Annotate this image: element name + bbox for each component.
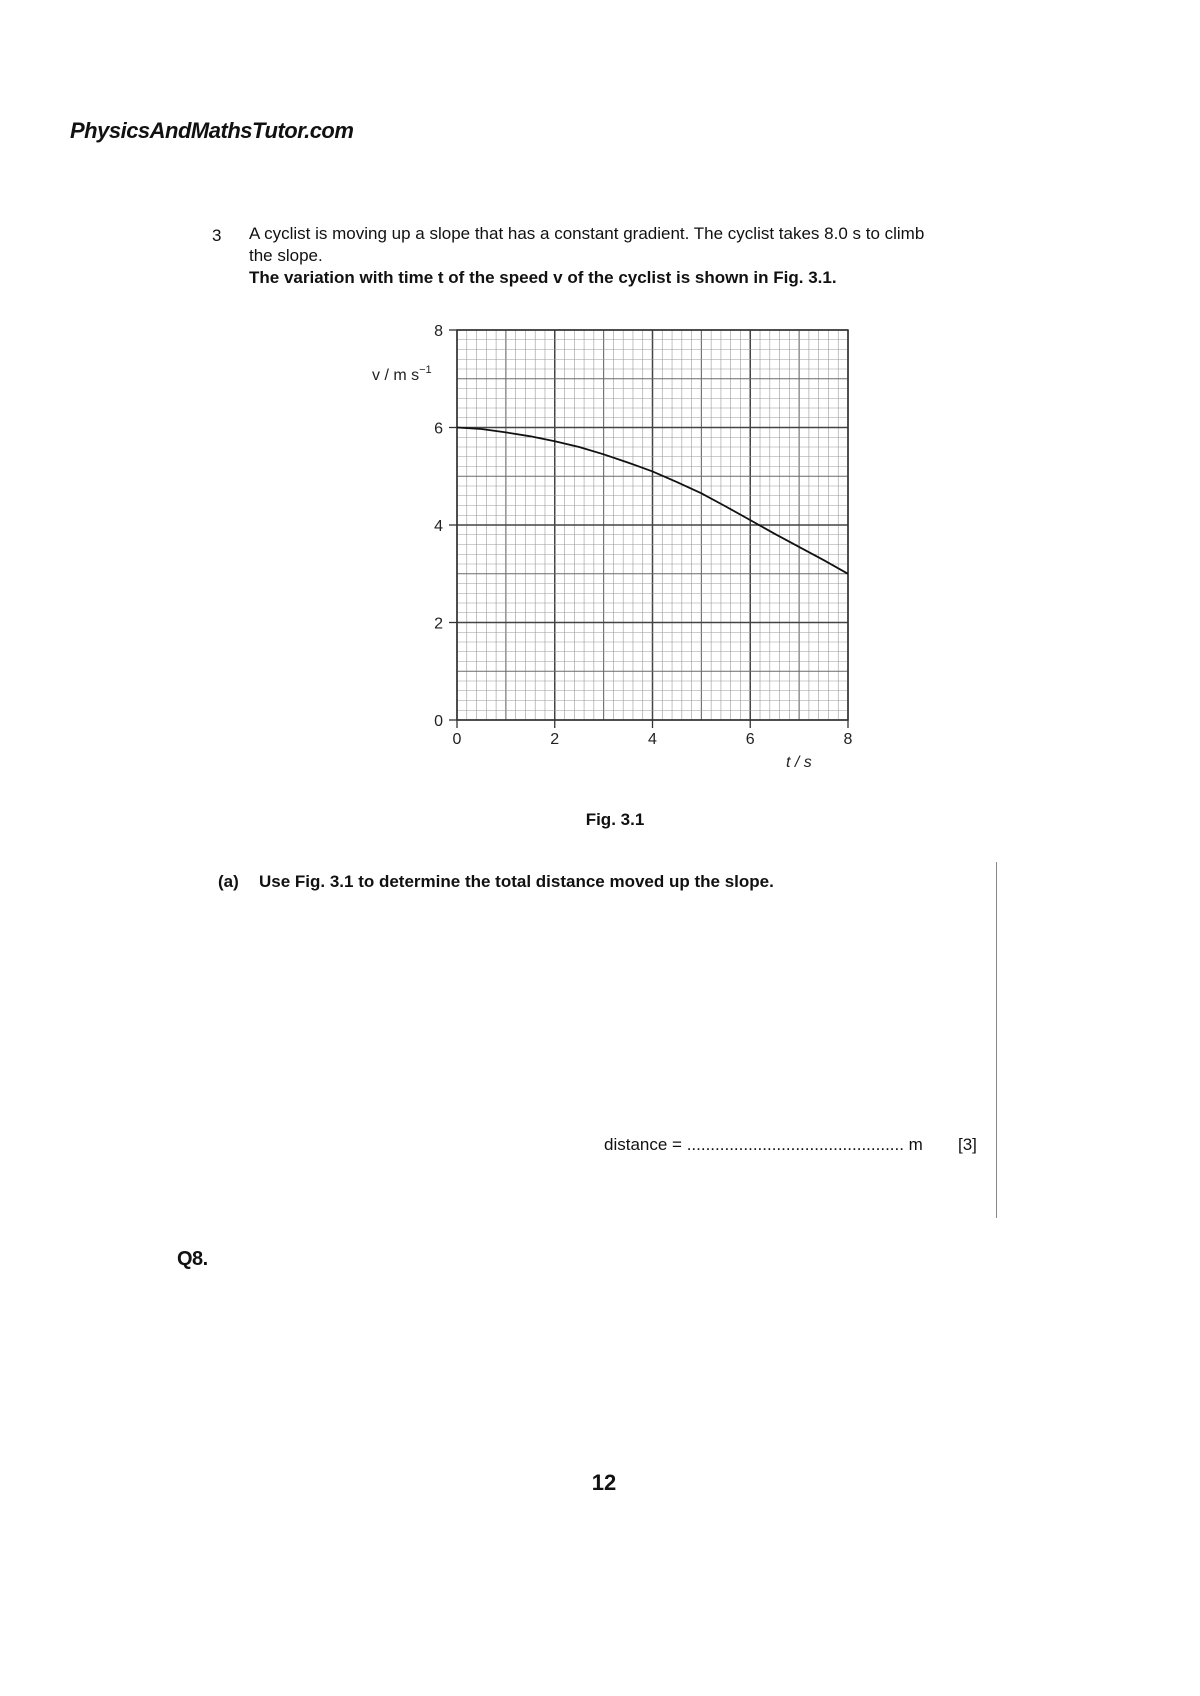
margin-rule — [996, 862, 997, 1218]
question-line-2: the slope. — [249, 246, 323, 265]
x-tick-label: 0 — [452, 731, 462, 748]
next-question-label: Q8. — [177, 1248, 208, 1270]
part-a-text: Use Fig. 3.1 to determine the total distance moved up the slope. — [259, 872, 774, 891]
page-number: 12 — [591, 1470, 617, 1495]
y-tick-label: 4 — [434, 518, 443, 535]
y-axis-label: v / m $s^{-1}$ — [372, 364, 432, 384]
x-tick-label: 8 — [843, 731, 853, 748]
question-line-3: The variation with time t of the speed v of the cyclist is shown in Fig. 3.1. — [249, 268, 837, 287]
x-tick-label: 4 — [648, 731, 657, 748]
site-brand: PhysicsAndMathsTutor.com — [70, 118, 354, 143]
x-tick-label: 2 — [550, 731, 560, 748]
y-tick-label: 0 — [434, 713, 443, 730]
figure-caption: Fig. 3.1 — [585, 810, 645, 829]
marks-label: [3] — [958, 1135, 977, 1154]
y-tick-label: 2 — [434, 615, 443, 633]
question-line-1: A cyclist is moving up a slope that has a constant gradient. The cyclist takes 8.0 s to climb — [249, 224, 925, 243]
x-tick-label: 6 — [745, 731, 755, 748]
y-tick-label: 8 — [434, 323, 443, 340]
y-axis-label-superscript: −1 — [419, 364, 432, 376]
x-axis-label: t / s — [786, 754, 812, 771]
y-tick-label: 6 — [434, 420, 443, 438]
speed-time-chart — [0, 0, 1200, 800]
question-number: 3 — [212, 226, 222, 245]
distance-answer-line[interactable]: distance = .............................................. m — [604, 1135, 923, 1154]
part-a-label: (a) — [218, 872, 239, 891]
